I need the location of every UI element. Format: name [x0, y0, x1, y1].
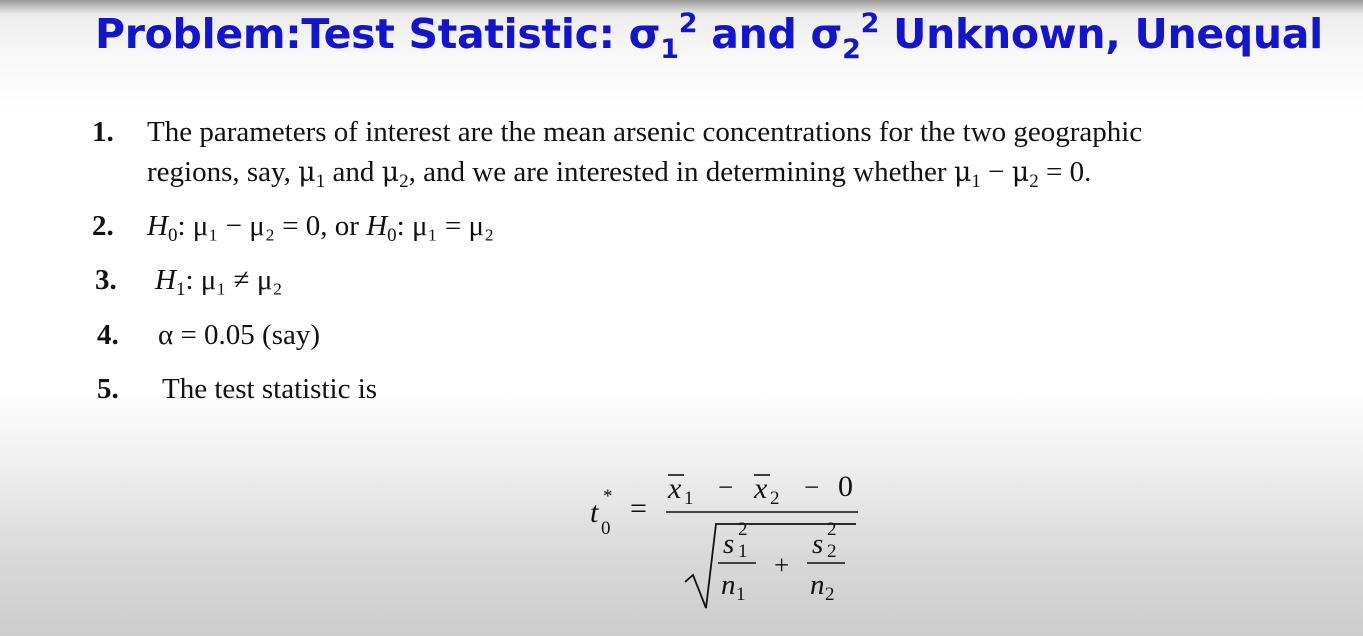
- item-1-line-2: regions, say, $\mu_1$ and $\mu_2$, and we are interested in determining whether $\mu_1 - \mu_2 = 0$.: [147, 156, 1092, 192]
- item-3-text: $H_1$: μ₁ ≠ μ₂: [155, 264, 283, 300]
- numerator-zero: 0: [838, 470, 853, 503]
- item-5-number: 5.: [97, 373, 119, 405]
- n2: n: [810, 569, 825, 601]
- s1-sub: 1: [738, 541, 748, 562]
- s2: s: [812, 528, 824, 560]
- numerator-x2: x: [754, 472, 768, 505]
- item-2-number: 2.: [92, 210, 114, 242]
- formula-lhs-star: *: [603, 486, 613, 507]
- numerator-minus-1: −: [718, 472, 734, 502]
- s1: s: [723, 528, 735, 560]
- item-1-number: 1.: [92, 116, 114, 148]
- numerator-x1-sub: 1: [684, 488, 694, 509]
- item-1-line-1: The parameters of interest are the mean arsenic concentrations for the two geographic: [147, 116, 1143, 148]
- s2-sub: 2: [827, 541, 837, 562]
- item-2-text: $H_0$: μ₁ − μ₂ = 0, or $H_0$: μ₁ = μ₂: [147, 210, 495, 246]
- slide-title: Problem:Test Statistic: $\sigma_1^2$ and $\sigma_2^2$ Unknown, Unequal: [95, 8, 1323, 65]
- formula-lhs-t: t: [590, 496, 599, 529]
- test-statistic-formula: [588, 462, 888, 612]
- item-3-number: 3.: [95, 264, 117, 296]
- numerator-x1: x: [668, 472, 682, 505]
- s2-sup: 2: [827, 519, 837, 540]
- formula-equals: =: [630, 492, 647, 525]
- plus-sign: +: [774, 550, 790, 580]
- formula-lhs-sub: 0: [601, 518, 611, 539]
- item-4-text: α = 0.05 (say): [158, 319, 321, 351]
- numerator-minus-2: −: [804, 472, 820, 502]
- numerator-x2-sub: 2: [770, 488, 780, 509]
- item-5-text: The test statistic is: [162, 373, 378, 405]
- n2-sub: 2: [825, 584, 835, 605]
- n1: n: [721, 569, 736, 601]
- item-4-number: 4.: [97, 319, 119, 351]
- n1-sub: 1: [736, 584, 746, 605]
- s1-sup: 2: [738, 519, 748, 540]
